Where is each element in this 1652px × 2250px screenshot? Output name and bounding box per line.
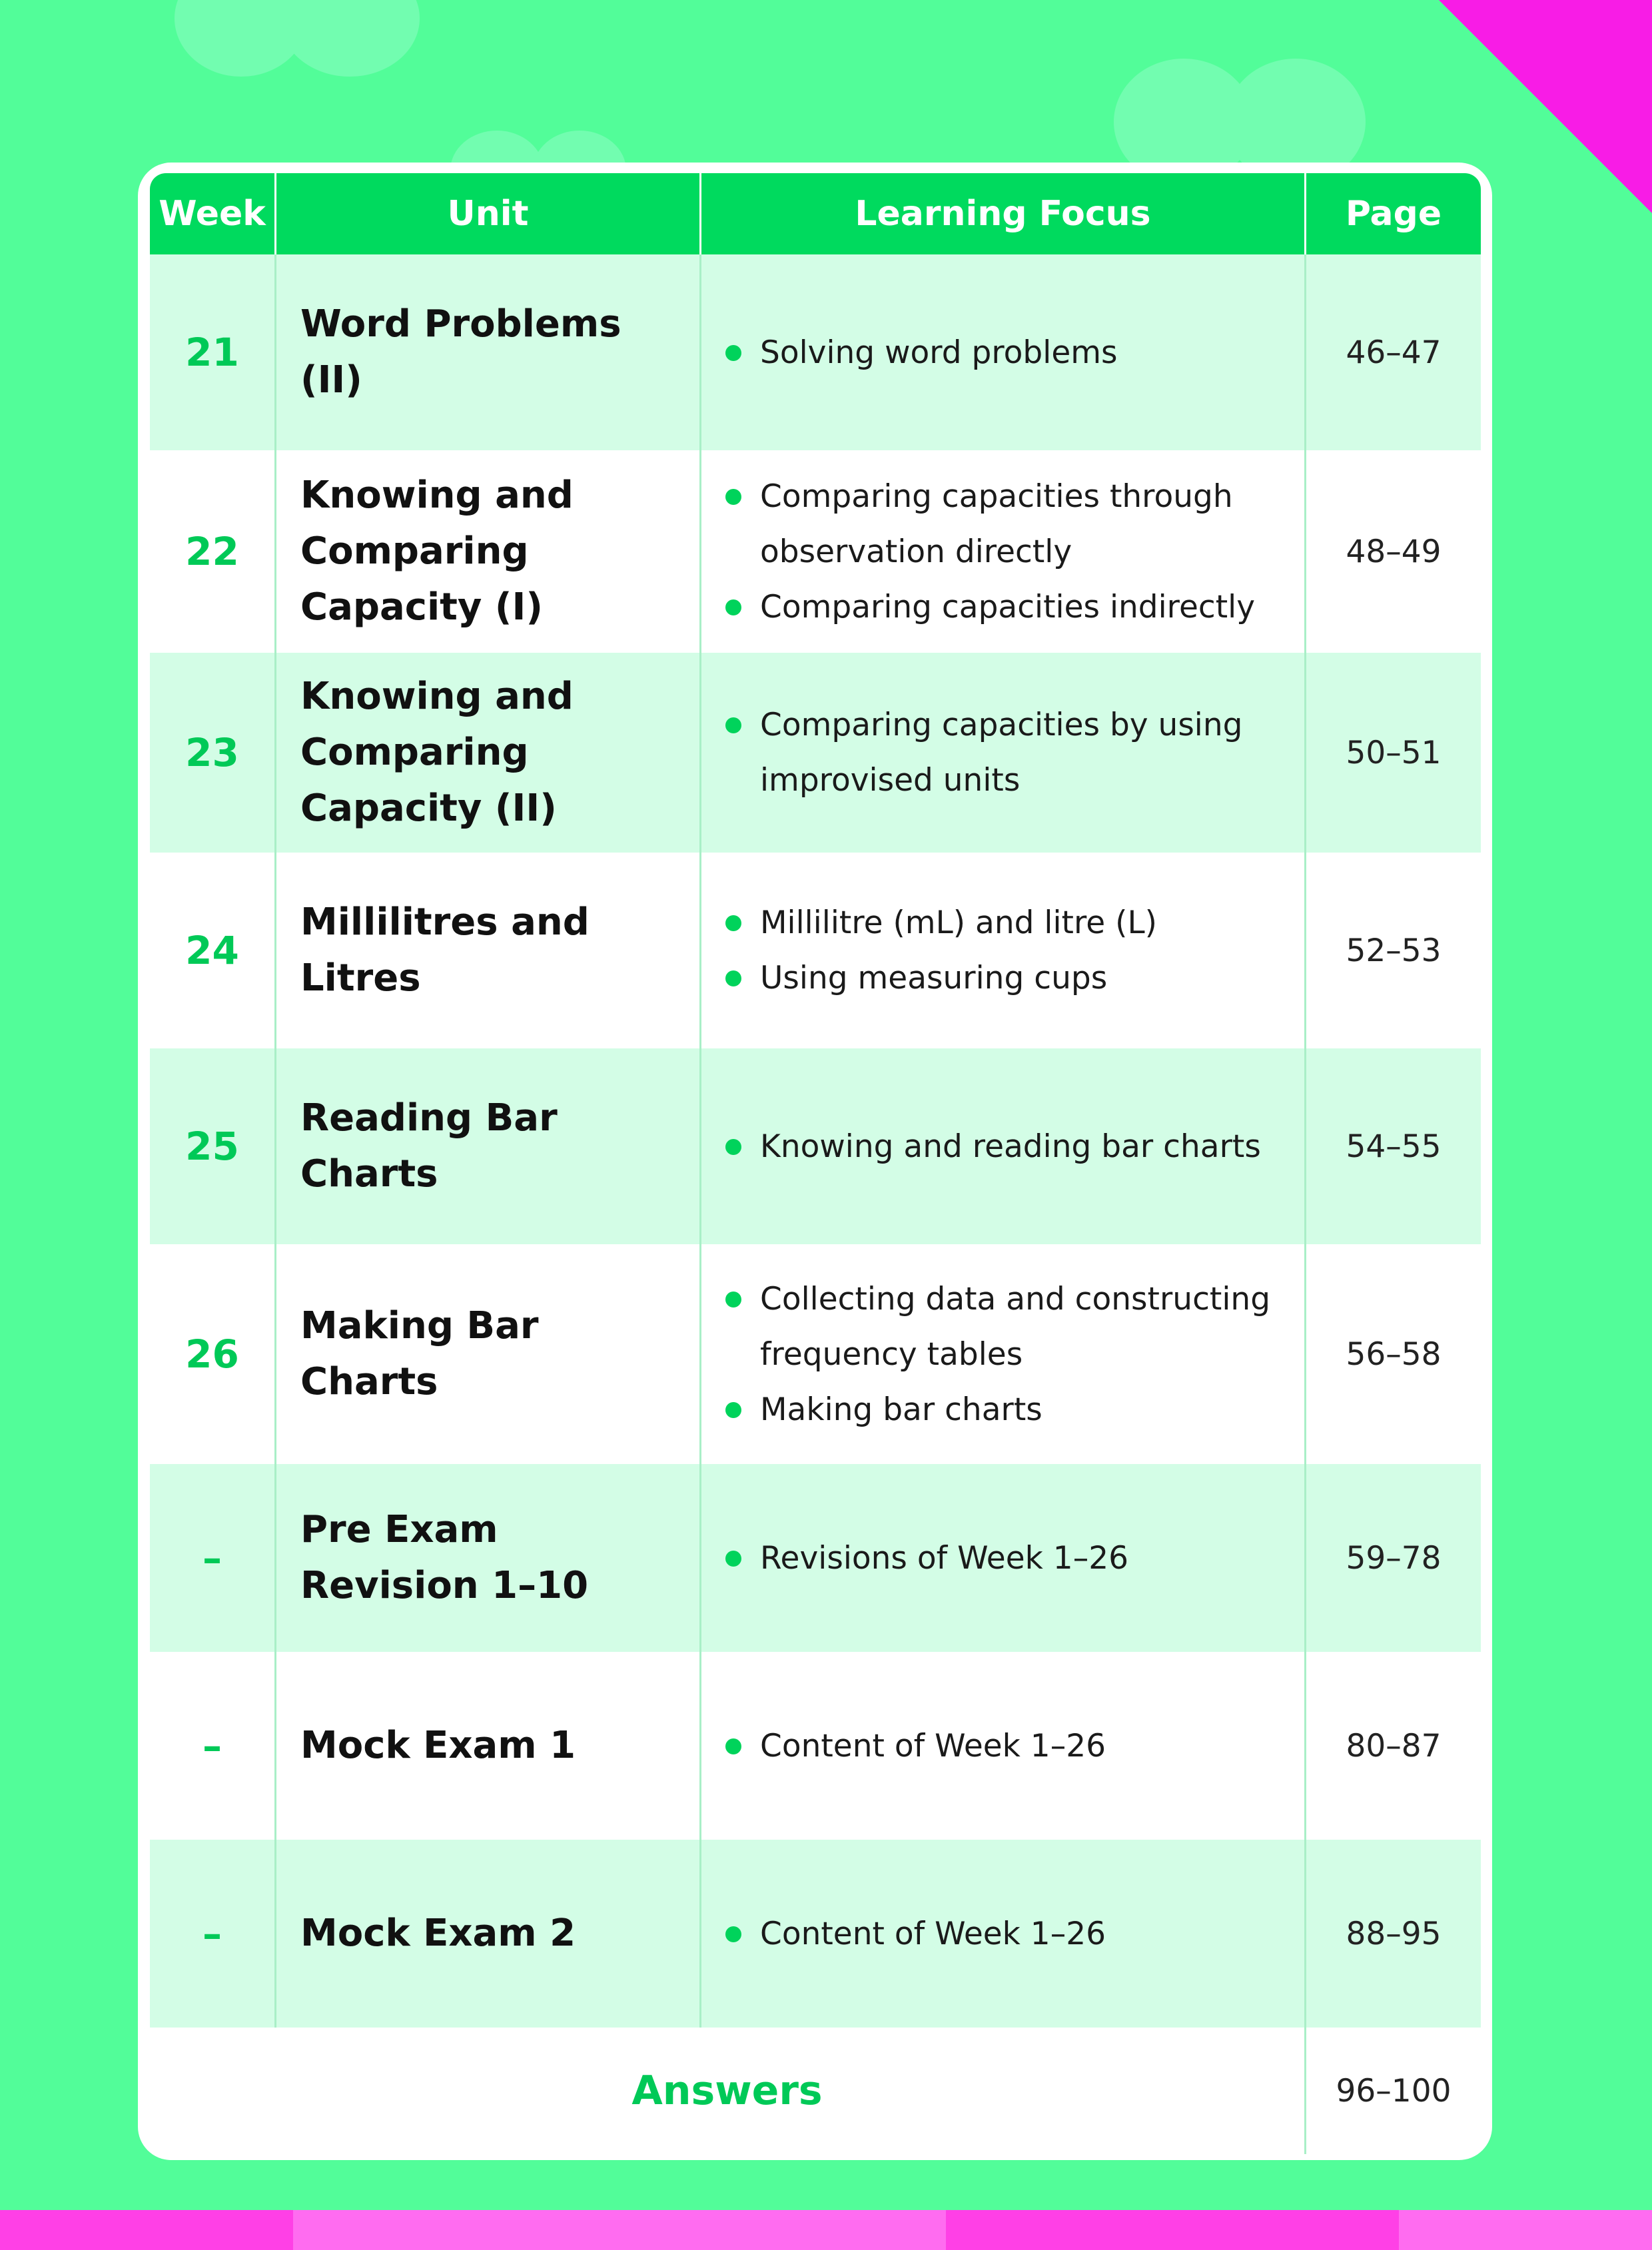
page-range: 52–53 — [1346, 932, 1442, 969]
unit-title-line: Capacity (II) — [300, 787, 557, 830]
unit-title-lines — [300, 895, 686, 1006]
learning-focus-list — [721, 697, 1284, 808]
learning-focus-item: Content of Week 1–26 — [721, 1906, 1284, 1962]
unit-title — [276, 1652, 701, 1840]
table-row — [150, 254, 1481, 450]
unit-title-lines — [300, 296, 686, 408]
table-row — [150, 1048, 1481, 1244]
learning-focus — [701, 254, 1306, 450]
learning-focus-item: Comparing capacities through observation directly — [721, 469, 1284, 579]
unit-title — [276, 653, 701, 853]
learning-focus-list — [721, 1718, 1284, 1774]
unit-title-line: Millilitres and Litres — [300, 901, 590, 1000]
header-unit: Unit — [276, 173, 701, 254]
table-row — [150, 1244, 1481, 1464]
bottom-strip — [0, 2210, 1652, 2250]
learning-focus-item: Solving word problems — [721, 325, 1284, 380]
answers-row — [150, 2028, 1481, 2154]
page-range: 50–51 — [1346, 734, 1442, 771]
unit-title-line: Knowing and — [300, 474, 574, 517]
learning-focus-item: Revisions of Week 1–26 — [721, 1531, 1284, 1586]
table-header — [150, 173, 1481, 254]
learning-focus — [701, 1652, 1306, 1840]
page-range: 59–78 — [1346, 1539, 1442, 1577]
learning-focus-list — [721, 1906, 1284, 1962]
unit-title-lines — [300, 1502, 588, 1614]
unit-title-lines — [300, 468, 574, 635]
background-blob — [280, 0, 420, 77]
unit-title-line: Knowing and — [300, 675, 574, 718]
header-learning-focus: Learning Focus — [701, 173, 1306, 254]
unit-title-line: Mock Exam 2 — [300, 1912, 576, 1955]
page-range: 46–47 — [1346, 334, 1442, 371]
unit-title-line: Mock Exam 1 — [300, 1724, 576, 1767]
table-row — [150, 1464, 1481, 1652]
learning-focus-list — [721, 895, 1284, 1006]
learning-focus-item: Using measuring cups — [721, 950, 1284, 1006]
week-number: 24 — [150, 853, 276, 1048]
week-number: – — [150, 1464, 276, 1652]
unit-title-line: Word Problems (II) — [300, 302, 621, 402]
unit-title-line: Revision 1–10 — [300, 1564, 589, 1607]
page-range: 54–55 — [1346, 1128, 1442, 1165]
header-page: Page — [1345, 194, 1442, 234]
learning-focus-list — [721, 1531, 1284, 1586]
learning-focus — [701, 1048, 1306, 1244]
learning-focus — [701, 853, 1306, 1048]
unit-title-lines — [300, 1906, 576, 1962]
unit-title-lines — [300, 1090, 686, 1202]
unit-title — [276, 1048, 701, 1244]
unit-title — [276, 254, 701, 450]
contents-table — [150, 173, 1481, 2154]
answers-label: Answers — [150, 2028, 1306, 2154]
bottom-strip-segment — [1399, 2210, 1652, 2250]
week-number: 23 — [150, 653, 276, 853]
learning-focus-item: Knowing and reading bar charts — [721, 1119, 1284, 1174]
learning-focus — [701, 1244, 1306, 1464]
unit-title-line: Comparing — [300, 731, 529, 774]
learning-focus — [701, 450, 1306, 653]
learning-focus-item: Making bar charts — [721, 1382, 1284, 1437]
week-number: 21 — [150, 254, 276, 450]
bottom-strip-segment — [293, 2210, 946, 2250]
unit-title-lines — [300, 1718, 576, 1774]
learning-focus — [701, 653, 1306, 853]
week-number: – — [150, 1652, 276, 1840]
week-number: 26 — [150, 1244, 276, 1464]
answers-page: 96–100 — [1336, 2072, 1451, 2109]
unit-title — [276, 853, 701, 1048]
table-row — [150, 1652, 1481, 1840]
page-range: 80–87 — [1346, 1727, 1442, 1764]
table-row — [150, 450, 1481, 653]
learning-focus-item: Comparing capacities indirectly — [721, 579, 1284, 635]
learning-focus-list — [721, 1119, 1284, 1174]
contents-card — [138, 163, 1492, 2160]
learning-focus-list — [721, 325, 1284, 380]
page-range: 48–49 — [1346, 533, 1442, 570]
table-body — [150, 254, 1481, 2028]
page-range: 88–95 — [1346, 1915, 1442, 1952]
learning-focus — [701, 1840, 1306, 2028]
unit-title — [276, 450, 701, 653]
unit-title-lines — [300, 669, 574, 837]
week-number: – — [150, 1840, 276, 2028]
unit-title-lines — [300, 1298, 686, 1410]
week-number: 25 — [150, 1048, 276, 1244]
learning-focus-item: Comparing capacities by using improvised units — [721, 697, 1284, 808]
unit-title — [276, 1840, 701, 2028]
unit-title-line: Making Bar Charts — [300, 1304, 539, 1403]
unit-title — [276, 1464, 701, 1652]
learning-focus-item: Millilitre (mL) and litre (L) — [721, 895, 1284, 950]
learning-focus — [701, 1464, 1306, 1652]
table-row — [150, 853, 1481, 1048]
learning-focus-item: Collecting data and constructing frequency tables — [721, 1272, 1284, 1382]
unit-title-line: Reading Bar Charts — [300, 1096, 558, 1196]
week-number: 22 — [150, 450, 276, 653]
learning-focus-list — [721, 469, 1284, 635]
table-row — [150, 653, 1481, 853]
header-week: Week — [150, 173, 276, 254]
unit-title-line: Capacity (I) — [300, 585, 543, 629]
learning-focus-item: Content of Week 1–26 — [721, 1718, 1284, 1774]
unit-title-line: Pre Exam — [300, 1508, 498, 1551]
unit-title-line: Comparing — [300, 530, 529, 573]
page-range: 56–58 — [1346, 1335, 1442, 1373]
unit-title — [276, 1244, 701, 1464]
learning-focus-list — [721, 1272, 1284, 1437]
table-row — [150, 1840, 1481, 2028]
